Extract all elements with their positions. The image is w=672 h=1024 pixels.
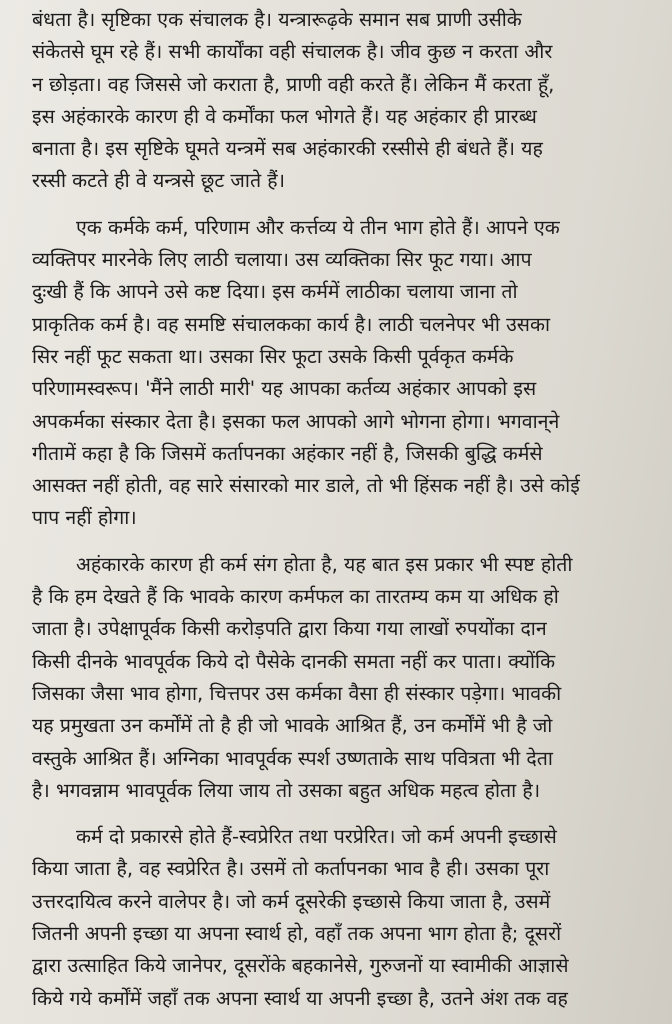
text-line: किसी दीनके भावपूर्वक किये दो पैसेके दानकी समता नहीं कर पाता। क्योंकि <box>32 649 556 673</box>
text-line: बंधता है। सृष्टिका एक संचालक है। यन्त्रारूढ़के समान सब प्राणी उसीके <box>32 8 522 31</box>
text-line: जिसका जैसा भाव होगा, चित्तपर उस कर्मका वैसा ही संस्कार पड़ेगा। भावकी <box>32 681 562 705</box>
text-line: संकेतसे घूम रहे हैं। सभी कार्योंका वही संचालक है। जीव कुछ न करता और <box>32 40 553 64</box>
text-line: किया जाता है, वह स्वप्रेरित है। उसमें तो कर्तापनका भाव है ही। उसका पूरा <box>32 857 550 881</box>
text-line: बनाता है। इस सृष्टिके घूमते यन्त्रमें सब अहंकारकी रस्सीसे ही बंधते हैं। यह <box>32 137 543 161</box>
paragraph-4 <box>32 821 660 1015</box>
paragraph-gap <box>32 807 660 821</box>
paragraph-gap <box>32 198 660 212</box>
text-line: रस्सी कटते ही वे यन्त्रसे छूट जाते हैं। <box>32 169 286 193</box>
text-line: कर्म दो प्रकारसे होते हैं-स्वप्रेरित तथा परप्रेरित। जो कर्म अपनी इच्छासे <box>76 825 557 849</box>
paragraph-3 <box>32 549 660 807</box>
text-line: है कि हम देखते हैं कि भावके कारण कर्मफल का तारतम्य कम या अधिक हो <box>32 585 559 609</box>
text-line: किये गये कर्मोंमें जहाँ तक अपना स्वार्थ या अपनी इच्छा है, उतने अंश तक वह <box>32 986 568 1010</box>
text-line: इस अहंकारके कारण ही वे कर्मोंका फल भोगते हैं। यह अहंकार ही प्रारब्ध <box>32 104 537 128</box>
text-line: दुःखी हैं कि आपने उसे कष्ट दिया। इस कर्ममें लाठीका चलाया जाना तो <box>32 280 518 304</box>
text-line: प्राकृतिक कर्म है। वह समष्टि संचालकका कार्य है। लाठी चलनेपर भी उसका <box>32 312 551 336</box>
text-line: वस्तुके आश्रित हैं। अग्निका भावपूर्वक स्पर्श उष्णताके साथ पवित्रता भी देता <box>32 746 553 770</box>
paragraph-2 <box>32 212 660 535</box>
text-line: गीतामें कहा है कि जिसमें कर्तापनका अहंकार नहीं है, जिसकी बुद्धि कर्मसे <box>32 441 543 465</box>
text-line: है। भगवन्नाम भावपूर्वक लिया जाय तो उसका बहुत अधिक महत्व होता है। <box>32 778 541 802</box>
text-line: अहंकारके कारण ही कर्म संग होता है, यह बात इस प्रकार भी स्पष्ट होती <box>76 552 573 576</box>
paragraph-1 <box>32 4 660 198</box>
text-line: आसक्त नहीं होती, वह सारे संसारको मार डाले, तो भी हिंसक नहीं है। उसे कोई <box>32 474 580 498</box>
text-line: यह प्रमुखता उन कर्मोंमें तो है ही जो भावके आश्रित हैं, उन कर्मोंमें भी है जो <box>32 714 553 738</box>
text-line: व्यक्तिपर मारनेके लिए लाठी चलाया। उस व्यक्तिका सिर फूट गया। आप <box>32 248 532 272</box>
text-line: अपकर्मका संस्कार देता है। इसका फल आपको आगे भोगना होगा। भगवान्‌ने <box>32 409 560 433</box>
paragraph-gap <box>32 535 660 549</box>
text-line: जाता है। उपेक्षापूर्वक किसी करोड़पति द्वारा किया गया लाखों रुपयोंका दान <box>32 617 547 641</box>
text-line: सिर नहीं फूट सकता था। उसका सिर फूटा उसके किसी पूर्वकृत कर्मके <box>32 344 514 368</box>
text-line: परिणामस्वरूप। 'मैंने लाठी मारी' यह आपका कर्तव्य अहंकार आपको इस <box>32 377 537 401</box>
text-line: न छोड़ता। वह जिससे जो कराता है, प्राणी वही करते हैं। लेकिन मैं करता हूँ, <box>32 72 555 96</box>
text-line: एक कर्मके कर्म, परिणाम और कर्त्तव्य ये तीन भाग होते हैं। आपने एक <box>76 215 560 239</box>
text-line: जितनी अपनी इच्छा या अपना स्वार्थ हो, वहाँ तक अपना भाग होता है; दूसरों <box>32 922 562 946</box>
text-line: पाप नहीं होगा। <box>32 506 137 530</box>
text-line: उत्तरदायित्व करने वालेपर है। जो कर्म दूसरेकी इच्छासे किया जाता है, उसमें <box>32 889 551 913</box>
text-line: द्वारा उत्साहित किये जानेपर, दूसरोंके बहकानेसे, गुरुजनों या स्वामीकी आज्ञासे <box>32 954 569 978</box>
